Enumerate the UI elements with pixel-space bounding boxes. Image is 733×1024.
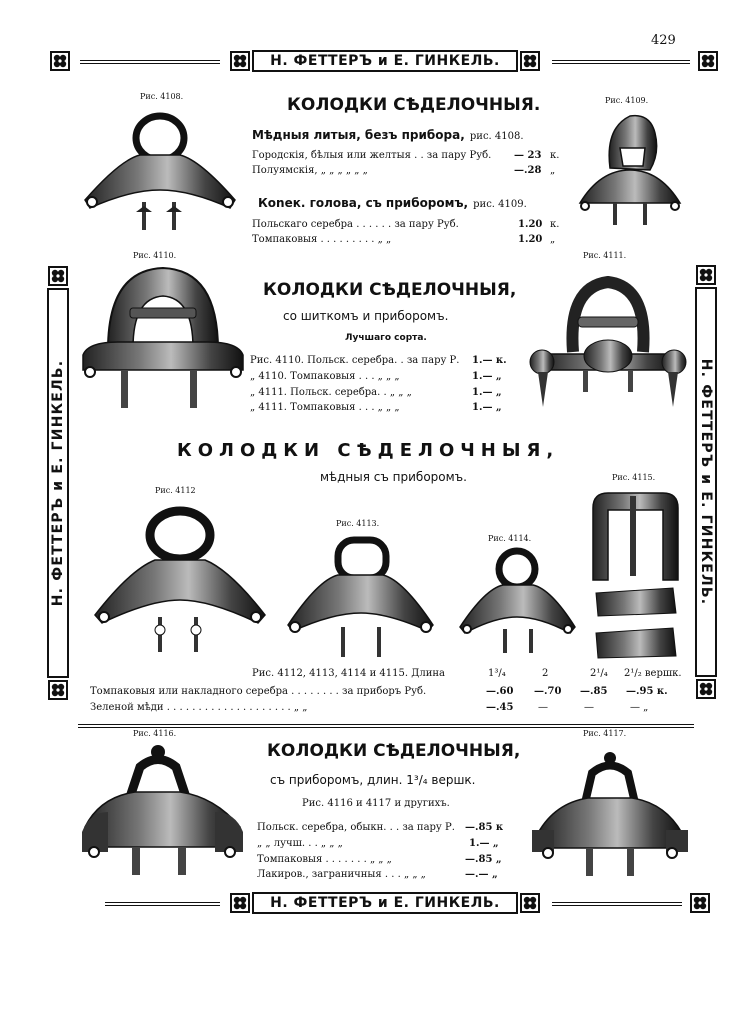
section-title: КОЛОДКИ СѢДЕЛОЧНЫЯ.: [287, 95, 541, 115]
quality-note: Лучшаго сорта.: [345, 333, 427, 343]
figure-caption: Рис. 4109.: [605, 96, 649, 105]
price-label: Польск. серебра, обыкн. . . за пару Р.: [257, 822, 455, 833]
price-value: —.70: [534, 686, 562, 697]
section-title: КОЛОДКИ СѢДЕЛОЧНЫЯ,: [267, 741, 521, 761]
figure-caption: Рис. 4110.: [133, 251, 177, 260]
page-number: 429: [651, 33, 676, 48]
price-value: 1.20: [518, 219, 543, 230]
price-value: —.95 к.: [626, 686, 668, 697]
price-label: Лакиров., заграничныя . . . „ „ „: [257, 869, 426, 880]
figure-caption: Рис. 4115.: [612, 473, 656, 482]
price-unit: к.: [550, 150, 560, 161]
figure-caption: Рис. 4114.: [488, 534, 532, 543]
price-value: —.28: [514, 165, 542, 176]
ornament-icon: [230, 51, 250, 71]
price-value: —.45: [486, 702, 514, 713]
saddle-terret-4109-horse-head-illustration: [575, 108, 685, 228]
price-value: 1.— „: [472, 371, 502, 382]
price-label: Томпаковыя . . . . . . . . . „ „: [252, 234, 392, 245]
price-label: „ 4110. Томпаковыя . . . „ „ „: [250, 371, 400, 382]
price-value: — „: [630, 702, 649, 713]
price-value: 1.— „: [469, 838, 499, 849]
figure-caption: Рис. 4108.: [140, 92, 184, 101]
subheading-ref: рис. 4108.: [469, 131, 524, 142]
ornament-icon: [690, 893, 710, 913]
ornament-icon: [520, 893, 540, 913]
ornament-icon: [50, 51, 70, 71]
price-label: Рис. 4110. Польск. серебра. . за пару Р.: [250, 355, 460, 366]
price-value: — 23: [514, 150, 542, 161]
subheading-ref: рис. 4109.: [473, 199, 527, 210]
price-value: —.— „: [465, 869, 498, 880]
ornament-icon: [48, 266, 68, 286]
side-banner-text: Н. ФЕТТЕРЪ и Е. ГИНКЕЛЬ.: [698, 358, 714, 606]
subheading-text: Коneк. голова, съ приборомъ,: [258, 196, 469, 210]
price-value: —.60: [486, 686, 514, 697]
figure-caption: Рис. 4116.: [133, 729, 177, 738]
saddle-terret-4108-illustration: [80, 110, 240, 235]
subheading-text: Мѣдныя литыя, безъ прибора,: [252, 128, 465, 142]
divider: [105, 902, 220, 906]
ornament-icon: [230, 893, 250, 913]
saddle-terret-4113-illustration: [283, 535, 438, 660]
price-label: Томпаковыя или накладного серебра . . . . . . . . за приборъ Руб.: [90, 686, 427, 697]
divider: [552, 902, 682, 906]
length-value: 2¹/₄: [590, 668, 608, 679]
price-label: Польскаго серебра . . . . . . за пару Руб.: [252, 219, 459, 230]
subheading: мѣдныя съ приборомъ.: [320, 470, 467, 484]
ornament-icon: [696, 679, 716, 699]
saddle-shield-4115-illustration: [588, 488, 683, 663]
price-label: „ 4111. Томпаковыя . . . „ „ „: [250, 402, 400, 413]
price-label: Городскія, бѣлыя или желтыя . . за пару Руб.: [252, 150, 492, 161]
ornament-icon: [48, 680, 68, 700]
figure-caption: Рис. 4111.: [583, 251, 627, 260]
price-value: —.85 „: [465, 854, 502, 865]
price-unit: „: [550, 165, 556, 176]
price-value: 1.— к.: [472, 355, 507, 366]
ornament-icon: [520, 51, 540, 71]
section-title: КОЛОДКИ СѢДЕЛОЧНЫЯ,: [263, 280, 517, 300]
price-value: —.85: [580, 686, 608, 697]
divider: [552, 60, 690, 64]
price-value: 1.— „: [472, 387, 502, 398]
saddle-terret-4117-illustration: [530, 748, 690, 878]
ornament-icon: [696, 265, 716, 285]
price-value: —: [584, 702, 594, 713]
divider: [80, 60, 220, 64]
price-unit: к.: [550, 219, 560, 230]
saddle-terret-4114-illustration: [455, 547, 580, 657]
price-label: Томпаковыя . . . . . . . „ „ „: [257, 854, 392, 865]
price-value: —.85 к: [465, 822, 504, 833]
subheading: [252, 124, 524, 143]
firm-banner: Н. ФЕТТЕРЪ и Е. ГИНКЕЛЬ.: [252, 892, 518, 914]
price-value: 1.— „: [472, 402, 502, 413]
ornament-icon: [698, 51, 718, 71]
price-label: „ „ лучш. . . „ „ „: [257, 838, 343, 849]
price-unit: „: [550, 234, 556, 245]
length-value: 2: [542, 668, 549, 679]
firm-banner: Н. ФЕТТЕРЪ и Е. ГИНКЕЛЬ.: [252, 50, 518, 72]
price-label: Полуямскія, „ „ „ „ „ „: [252, 165, 368, 176]
subheading: со шиткомъ и приборомъ.: [283, 309, 449, 323]
side-banner-text: Н. ФЕТТЕРЪ и Е. ГИНКЕЛЬ.: [50, 359, 66, 607]
length-value: 1³/₄: [488, 668, 506, 679]
figure-caption: Рис. 4117.: [583, 729, 627, 738]
figure-caption: Рис. 4113.: [336, 519, 380, 528]
length-value: 2¹/₂ вершк.: [624, 668, 682, 679]
divider: [78, 724, 694, 728]
figure-caption: Рис. 4112: [155, 486, 196, 495]
saddle-terret-4111-knob-illustration: [528, 272, 688, 412]
price-label: „ 4111. Польск. серебра. . „ „ „: [250, 387, 412, 398]
subheading: съ приборомъ, длин. 1³/₄ вершк.: [270, 773, 476, 787]
length-label: Рис. 4112, 4113, 4114 и 4115. Длина: [252, 668, 446, 679]
saddle-terret-4110-shield-illustration: [78, 260, 248, 410]
section-title: КОЛОДКИ СѢДЕЛОЧНЫЯ,: [177, 440, 560, 461]
saddle-terret-4112-illustration: [90, 505, 270, 655]
saddle-terret-4116-illustration: [80, 742, 245, 877]
price-label: Зеленой мѣди . . . . . . . . . . . . . . . . . . . . „ „: [90, 702, 308, 713]
price-value: —: [538, 702, 548, 713]
figure-reference: Рис. 4116 и 4117 и другихъ.: [302, 798, 450, 809]
price-value: 1.20: [518, 234, 543, 245]
subheading: [258, 192, 527, 211]
